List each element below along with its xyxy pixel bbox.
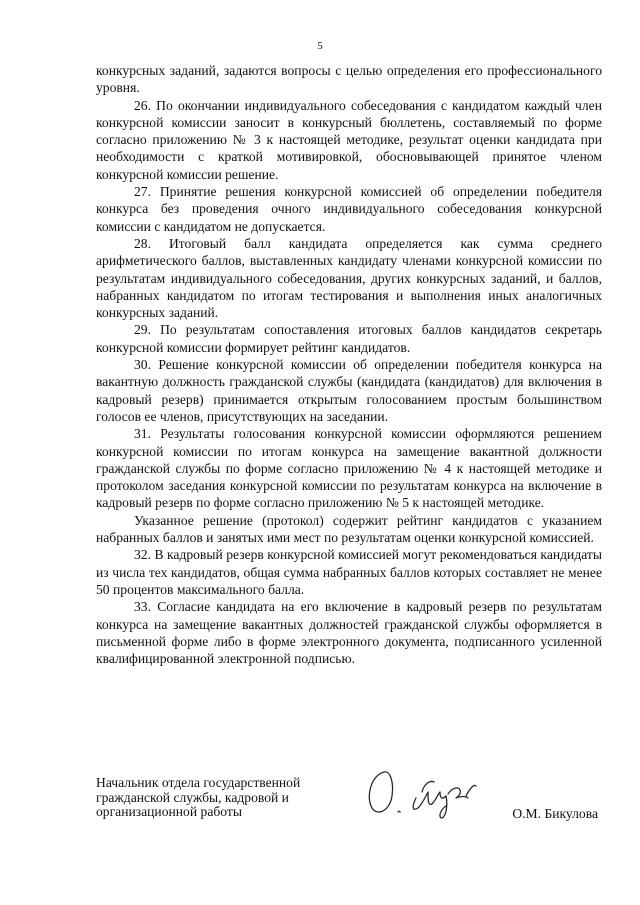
- paragraph-31: 31. Результаты голосования конкурсной комиссии оформляются решением конкурсной комиссии по итогам конкурса на замещение вакантной должности гражданской службы по форме согласно приложению № 4 к настоящей методике и протоколом заседания конкурсной комиссии по результатам конкурса на включение в кадровый резерв по форме согласно приложению № 5 к настоящей методике.: [96, 426, 602, 511]
- paragraph-protocol-note: Указанное решение (протокол) содержит рейтинг кандидатов с указанием набранных баллов и занятых ими мест по результатам оценки конкурсной комиссией.: [96, 512, 602, 546]
- paragraph-28: 28. Итоговый балл кандидата определяется как сумма среднего арифметического баллов, выставленных кандидату членами конкурсной комиссии по результатам индивидуального собеседования, других конкурсных заданий, и баллов, набранных кандидатом по итогам тестирования и выполнения иных аналогичных конкурсных заданий.: [96, 235, 602, 321]
- signature-block: [96, 776, 602, 836]
- signer-position-line: организационной работы: [96, 804, 242, 819]
- paragraph-30: 30. Решение конкурсной комиссии об определении победителя конкурса на вакантную должность гражданской службы (кандидата (кандидатов) для включения в кадровый резерв) принимается открытым голосованием простым большинством голосов ее членов, присутствующих на заседании.: [96, 357, 602, 424]
- paragraph-26: 26. По окончании индивидуального собеседования с кандидатом каждый член конкурсной комиссии заносит в конкурсный бюллетень, составляемый по форме согласно приложению № 3 к настоящей методике, результат оценки кандидата при необходимости с краткой мотивировкой, обосновывающей принятое членом конкурсной комиссии решение.: [96, 97, 602, 182]
- document-body: [96, 62, 602, 667]
- signer-name: О.М. Бикулова: [512, 806, 598, 821]
- page-number: 5: [317, 40, 323, 52]
- signer-position-line: гражданской службы, кадровой и: [96, 789, 289, 805]
- paragraph-33: 33. Согласие кандидата на его включение в кадровый резерв по результатам конкурса на замещение вакантных должностей гражданской службы оформляется в письменной форме либо в форме электронного документа, подписанного усиленной квалифицированной электронной подписью.: [96, 599, 602, 667]
- handwritten-signature: [362, 762, 492, 822]
- paragraph-32: 32. В кадровый резерв конкурсной комиссией могут рекомендоваться кандидаты из числа тех кандидатов, общая сумма набранных баллов которых составляет не менее 50 процентов максимального балла.: [96, 547, 602, 597]
- signer-position: [96, 776, 346, 820]
- paragraph-29: 29. По результатам сопоставления итоговых баллов кандидатов секретарь конкурсной комиссии формирует рейтинг кандидатов.: [96, 322, 602, 355]
- signer-position-line: Начальник отдела государственной: [96, 775, 301, 790]
- paragraph-continuation: конкурсных заданий, задаются вопросы с целью определения его профессионального уровня.: [96, 63, 602, 96]
- paragraph-27: 27. Принятие решения конкурсной комиссией об определении победителя конкурса без проведения очного индивидуального собеседования конкурсной комиссии с кандидатом не допускается.: [96, 184, 602, 234]
